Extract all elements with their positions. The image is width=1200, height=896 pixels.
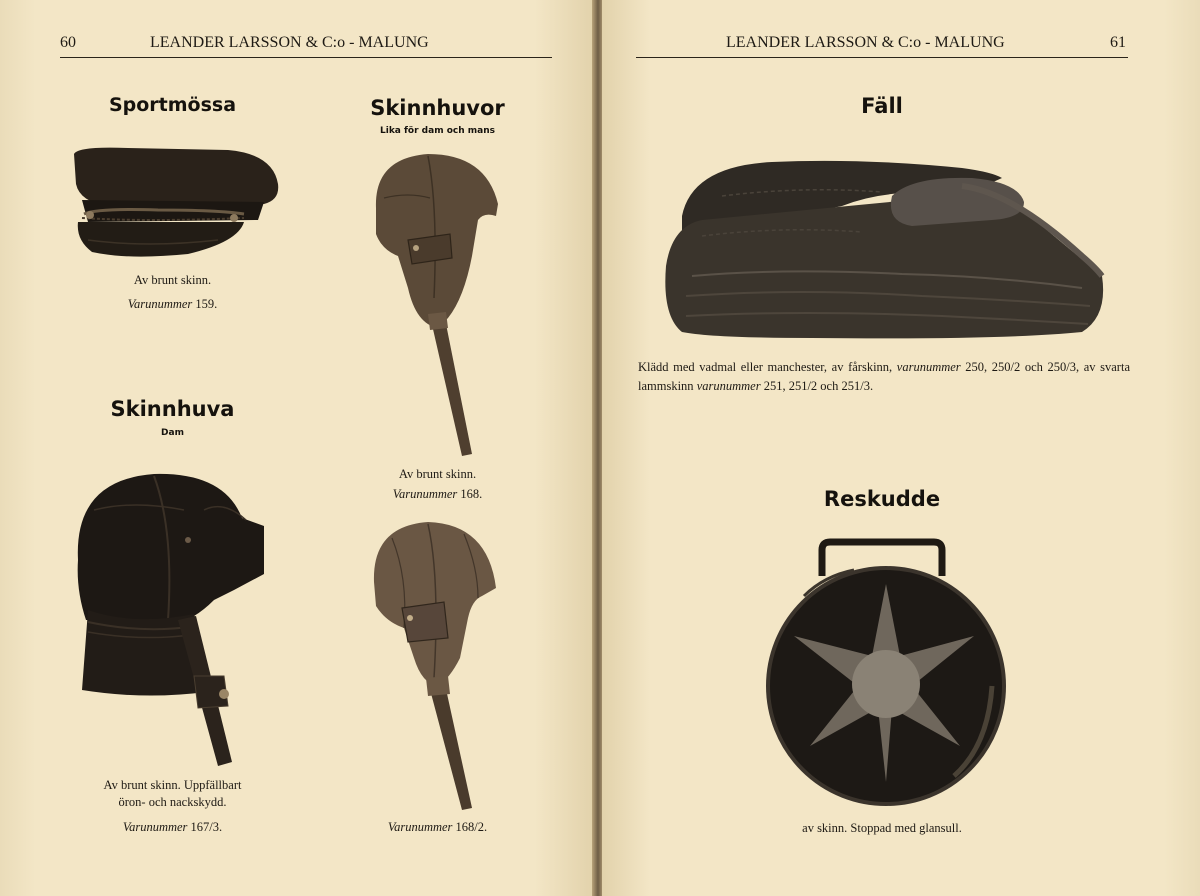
sportmossa-item-label: Varunummer bbox=[127, 297, 193, 311]
skinnhuva-desc-line1: Av brunt skinn. Uppfällbart bbox=[103, 778, 242, 792]
sportmossa-cap-illustration bbox=[68, 144, 283, 266]
skinnhuvor-subtitle: Lika för dam och mans bbox=[380, 126, 495, 136]
skinnhuva-title: Skinnhuva bbox=[110, 397, 235, 421]
skinnhuva-dam-illustration bbox=[74, 470, 269, 770]
reskudde-desc: av skinn. Stoppad med glansull. bbox=[802, 821, 962, 835]
reskudde-title: Reskudde bbox=[823, 487, 941, 511]
header-rule-left bbox=[60, 57, 552, 58]
skinnhuvor-item-number: 168. bbox=[460, 487, 483, 501]
skinnhuvor-title: Skinnhuvor bbox=[370, 96, 505, 120]
sportmossa-desc: Av brunt skinn. bbox=[133, 273, 212, 287]
page-number-right: 61 bbox=[1110, 34, 1126, 51]
skinnhuvor-item bbox=[340, 486, 535, 503]
skinnhuva-desc-line2: öron- och nackskydd. bbox=[118, 795, 227, 809]
fall-text-b: 250, 250/2 och 250/3, av svarta lammskinn bbox=[638, 360, 1130, 393]
reskudde-cushion-illustration bbox=[764, 536, 1010, 808]
sportmossa-title: Sportmössa bbox=[108, 94, 237, 116]
fall-title: Fäll bbox=[861, 94, 903, 118]
running-head-left: LEANDER LARSSON & C:o - MALUNG bbox=[150, 34, 429, 51]
skinnhuva-168-2-item-label: Varunummer bbox=[387, 820, 453, 834]
left-page bbox=[0, 0, 594, 896]
skinnhuva-168-2-item-number: 168/2. bbox=[455, 820, 488, 834]
skinnhuvor-desc: Av brunt skinn. bbox=[398, 467, 477, 481]
fall-text-c: 251, 251/2 och 251/3. bbox=[760, 379, 874, 393]
fall-item-label-b: varunummer bbox=[696, 379, 761, 393]
sportmossa-item-number: 159. bbox=[195, 297, 218, 311]
fall-description bbox=[638, 358, 1130, 396]
header-rule-right bbox=[636, 57, 1128, 58]
running-head-right: LEANDER LARSSON & C:o - MALUNG bbox=[726, 34, 1005, 51]
skinnhuva-item-number: 167/3. bbox=[190, 820, 223, 834]
fall-text-a: Klädd med vadmal eller manchester, av fårskinn, bbox=[638, 360, 897, 374]
page-number-left: 60 bbox=[60, 34, 76, 51]
skinnhuva-item-label: Varunummer bbox=[122, 820, 188, 834]
right-page bbox=[602, 0, 1200, 896]
skinnhuvor-item-label: Varunummer bbox=[392, 487, 458, 501]
fall-item-label-a: varunummer bbox=[896, 360, 961, 374]
fall-fur-rug-illustration bbox=[662, 156, 1107, 342]
skinnhuva-item bbox=[75, 819, 270, 836]
skinnhuva-168-2-illustration bbox=[368, 518, 503, 814]
skinnhuva-subtitle: Dam bbox=[161, 428, 184, 438]
skinnhuvor-helmet-illustration bbox=[368, 148, 503, 460]
sportmossa-item bbox=[80, 296, 265, 313]
skinnhuva-168-2-item bbox=[340, 819, 535, 836]
